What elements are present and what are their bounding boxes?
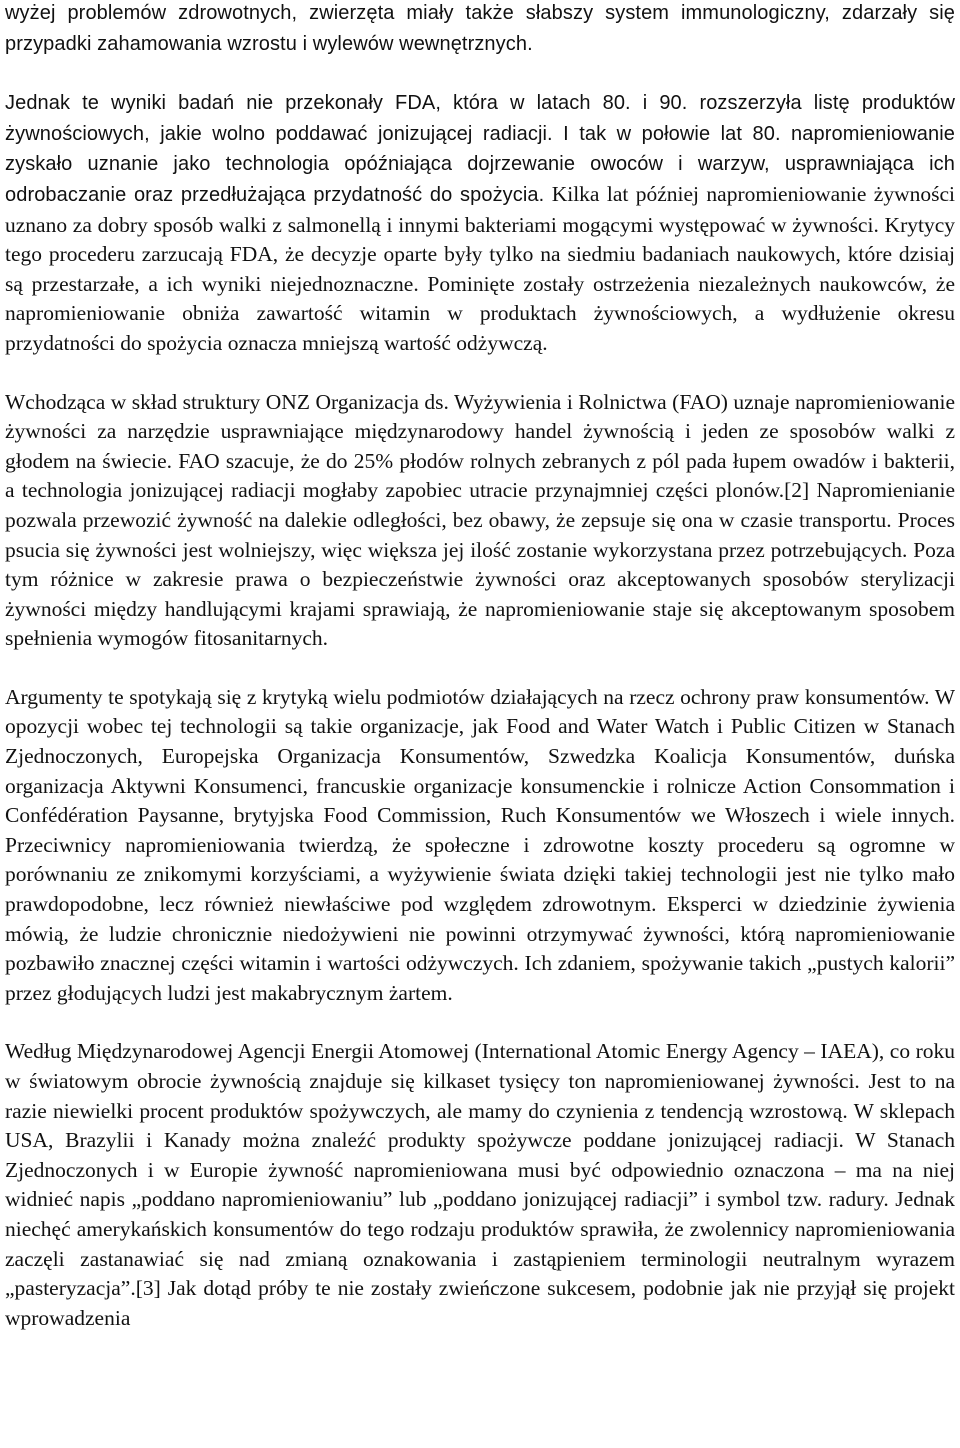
paragraph-text: Jednak te wyniki badań nie przekonały FDA, która w latach 80. i 90. rozszerzyła listę produktów żywnościowych, jakie wolno poddawać jonizującej radiacji. I tak w połowie lat 80. napromieniowanie zyskało uznanie jako technologia opóźniająca dojrzewanie owoców i warzyw, usprawniająca ich odrobaczanie oraz przedłużająca przydatność do spożycia. <box>5 92 955 206</box>
document-page <box>5 0 955 1333</box>
paragraph-text: wyżej problemów zdrowotnych, zwierzęta miały także słabszy system immunologiczny, zdarzały się przypadki zahamowania wzrostu i wylewów wewnętrznych. <box>5 2 955 55</box>
paragraph-critics <box>5 683 955 1009</box>
paragraph-fao <box>5 388 955 654</box>
paragraph-text: Argumenty te spotykają się z krytyką wielu podmiotów działających na rzecz ochrony praw konsumentów. W opozycji wobec tej technologii są takie organizacje, jak Food and Water Watch i Public Citizen w Stanach Zjednoczonych, Europejska Organizacja Konsumentów, Szwedzka Koalicja Konsumentów, duńska organizacja Aktywni Konsumenci, francuskie organizacje konsumenckie i rolnicze Action Consommation i Confédération Paysanne, brytyjska Food Commission, Ruch Konsumentów we Włoszech i wiele innych. Przeciwnicy napromieniowania twierdzą, że społeczne i zdrowotne koszty procederu są ogromne w porównaniu ze znikomymi korzyściami, a wyżywienie świata dzięki takiej technologii jest nie tylko mało prawdopodobne, lecz również niewłaściwe pod względem zdrowotnym. Eksperci w dziedzinie żywienia mówią, że ludzie chronicznie niedożywieni nie powinni otrzymywać żywności, którą napromieniowanie pozbawiło znacznej części witamin i wartości odżywczych. Ich zdaniem, spożywanie takich „pustych kalorii” przez głodujących ludzi jest makabrycznym żartem. <box>5 684 955 1005</box>
paragraph-text: Kilka lat później napromieniowanie żywności uznano za dobry sposób walki z salmonellą i innymi bakteriami mogącymi występować w żywności. Krytycy tego procederu zarzucają FDA, że decyzje oparte były tylko na siedmiu badaniach naukowych, które dzisiaj są przestarzałe, a ich wyniki niejednoznaczne. Pominięte zostały ostrzeżenia niezależnych naukowców, że napromieniowanie obniża zawartość witamin w produktach żywnościowych, a wydłużenie okresu przydatności do spożycia oznacza mniejszą wartość odżywczą. <box>5 181 955 355</box>
paragraph-iaea <box>5 1037 955 1333</box>
paragraph-text: Według Międzynarodowej Agencji Energii Atomowej (International Atomic Energy Agency – IAEA), co roku w światowym obrocie żywnością znajduje się kilkaset tysięcy ton napromieniowanej żywności. Jest to na razie niewielki procent produktów spożywczych, ale mamy do czynienia z tendencją wzrostową. W sklepach USA, Brazylii i Kanady można znaleźć produkty spożywcze poddane jonizującej radiacji. W Stanach Zjednoczonych i w Europie żywność napromieniowana musi być odpowiednio oznaczona – ma na niej widnieć napis „poddano napromieniowaniu” lub „poddano jonizującej radiacji” i symbol tzw. radury. Jednak niechęć amerykańskich konsumentów do tego rodzaju produktów sprawiła, że zwolennicy napromieniowania zaczęli zastanawiać się nad zmianą oznakowania i zastąpieniem terminologii neutralnym wyrazem „pasteryzacja”.[3] Jak dotąd próby te nie zostały zwieńczone sukcesem, podobnie jak nie przyjął się projekt wprowadzenia <box>5 1039 955 1330</box>
paragraph-text: Wchodząca w skład struktury ONZ Organizacja ds. Wyżywienia i Rolnictwa (FAO) uznaje napromieniowanie żywności za narzędzie usprawniające międzynarodowy handel żywnością i jeden ze sposobów walki z głodem na świecie. FAO szacuje, że do 25% płodów rolnych zebranych z pól pada łupem owadów i bakterii, a technologia jonizującej radiacji mogłaby zapobiec utracie przynajmniej części plonów.[2] Napromienianie pozwala przewozić żywność na dalekie odległości, bez obawy, że zepsuje się ona w czasie transportu. Proces psucia się żywności jest wolniejszy, więc większa jej ilość zostanie wykorzystana przez potrzebujących. Poza tym różnice w zakresie prawa o bezpieczeństwie żywności oraz akceptowanych sposobów sterylizacji żywności między handlującymi krajami sprawiają, że napromieniowanie staje się akceptowanym sposobem spełnienia wymogów fitosanitarnych. <box>5 389 955 651</box>
paragraph-continued <box>5 0 955 59</box>
paragraph-fda <box>5 88 955 358</box>
